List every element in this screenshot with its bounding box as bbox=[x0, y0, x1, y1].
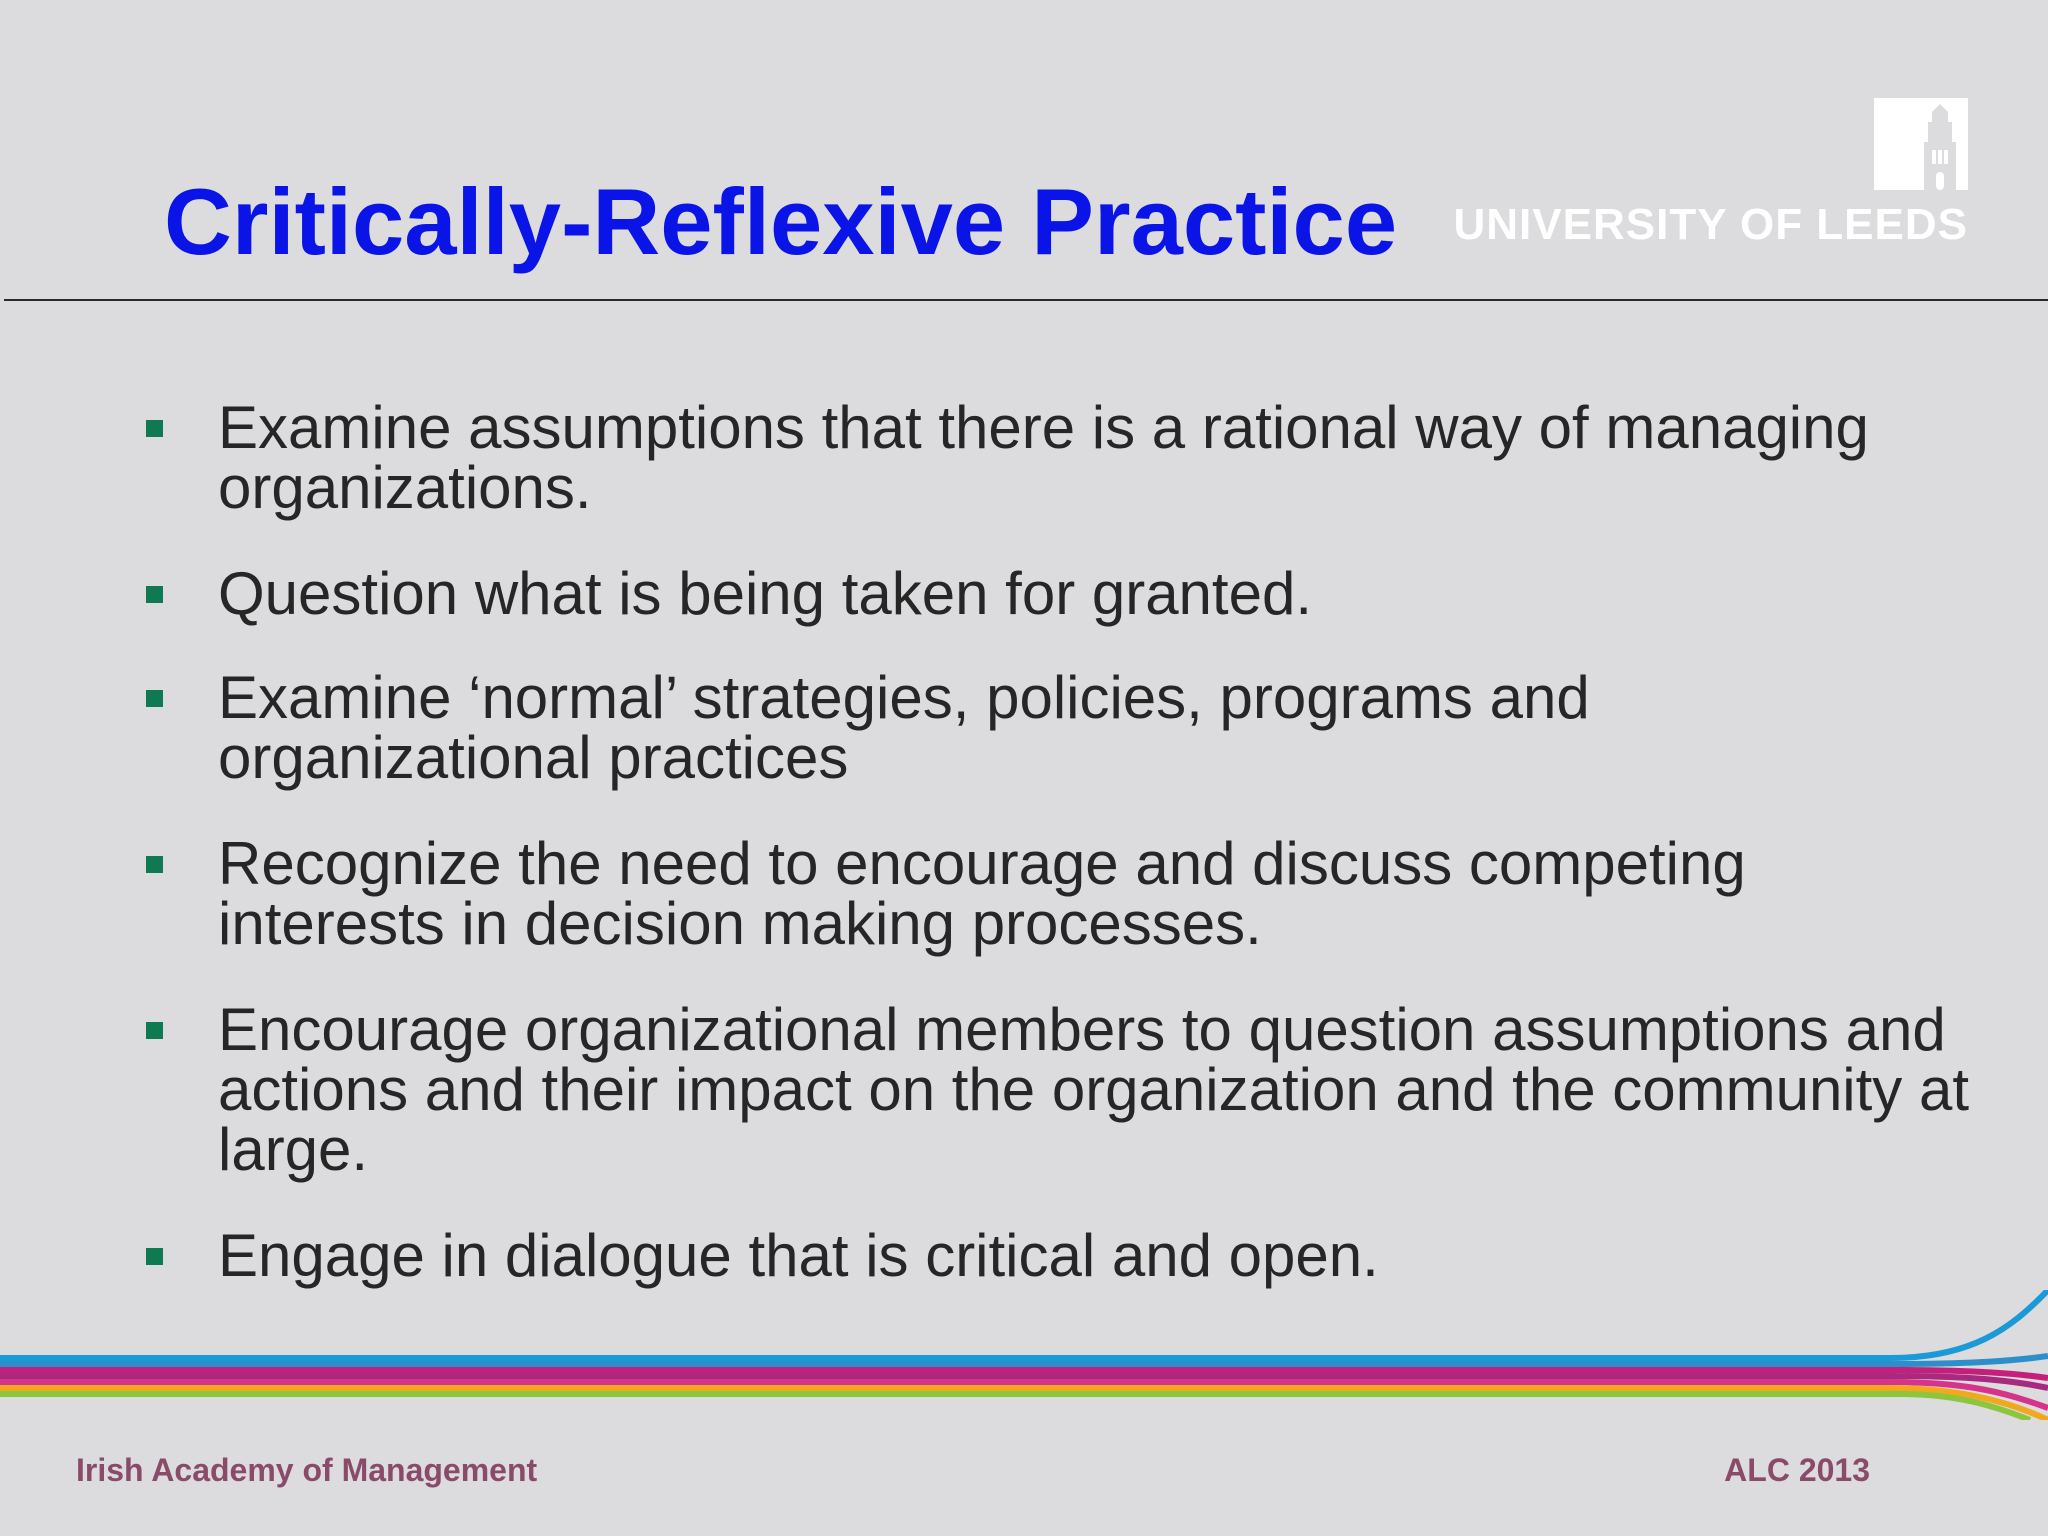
square-bullet-icon bbox=[146, 420, 163, 437]
bullet-text: Encourage organizational members to question assumptions and actions and their impact on the organization and the community at large. bbox=[218, 996, 1970, 1183]
bullet-text: Engage in dialogue that is critical and open. bbox=[218, 1222, 1379, 1289]
square-bullet-icon bbox=[146, 856, 163, 873]
decorative-stripes bbox=[0, 1290, 2048, 1420]
footer-event: ALC 2013 bbox=[1724, 1452, 1870, 1488]
square-bullet-icon bbox=[146, 1248, 163, 1265]
bullet-text: Examine assumptions that there is a rational way of managing organizations. bbox=[218, 394, 1869, 521]
bullet-text: Recognize the need to encourage and discuss competing interests in decision making processes. bbox=[218, 830, 1746, 957]
bullet-text: Examine ‘normal’ strategies, policies, programs and organizational practices bbox=[218, 664, 1590, 791]
university-logo-text: UNIVERSITY OF LEEDS bbox=[1453, 200, 1968, 249]
square-bullet-icon bbox=[146, 1022, 163, 1039]
square-bullet-icon bbox=[146, 586, 163, 603]
footer-organization: Irish Academy of Management bbox=[76, 1452, 538, 1488]
bullet-text: Question what is being taken for granted. bbox=[218, 560, 1313, 627]
square-bullet-icon bbox=[146, 690, 163, 707]
slide-title: Critically-Reflexive Practice bbox=[164, 169, 1398, 274]
